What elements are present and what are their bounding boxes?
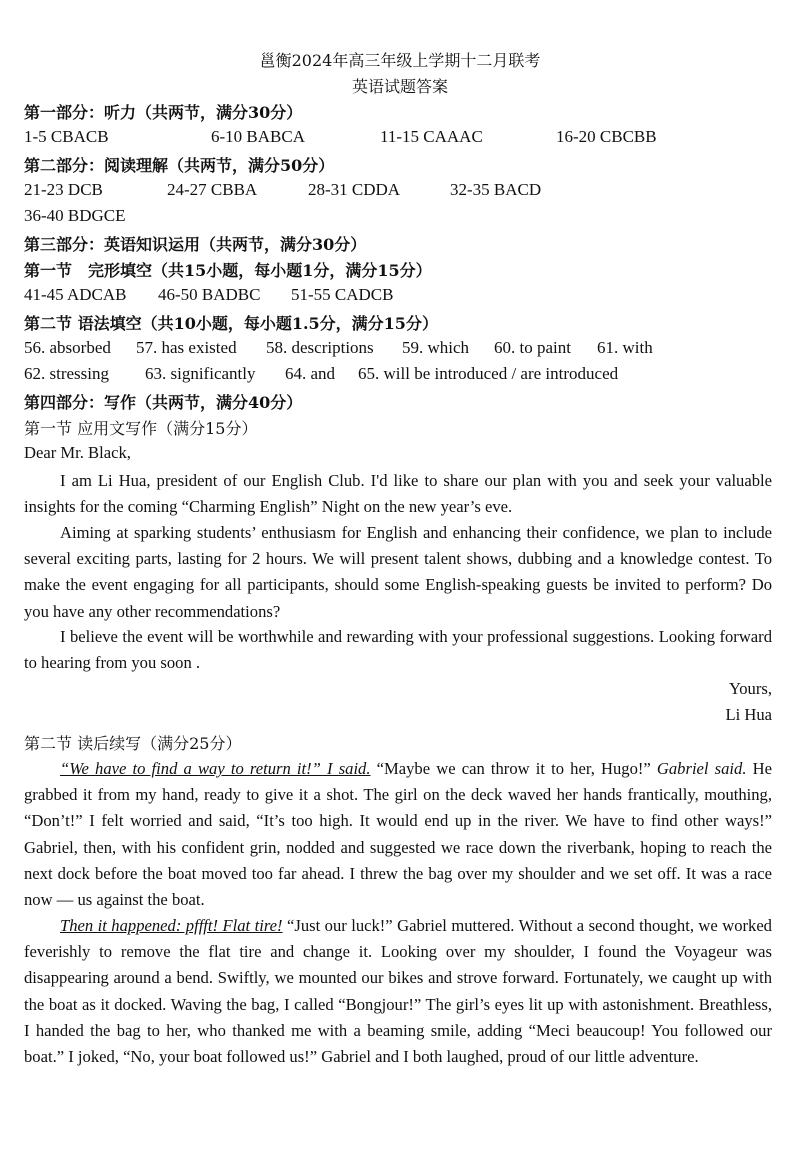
answer-group: 16-20 CBCBB — [556, 127, 657, 146]
part3-heading: 第三部分：英语知识运用（共两节，满分30分） — [24, 235, 367, 254]
grammar-heading: 第二节 语法填空（共10小题，每小题1.5分，满分15分） — [24, 314, 438, 333]
grammar-answer: 60. to paint — [494, 338, 571, 357]
story-paragraph — [24, 756, 772, 913]
grammar-answer: 64. and — [285, 364, 336, 383]
story-paragraph — [24, 913, 772, 1070]
grammar-answer: 57. has existed — [136, 338, 237, 357]
grammar-answer: 56. absorbed — [24, 338, 111, 357]
cloze-heading: 第一节 完形填空（共15小题，每小题1分，满分15分） — [24, 261, 432, 280]
letter-closing: Yours, — [728, 679, 772, 698]
letter-writing-heading: 第一节 应用文写作（满分15分） — [24, 419, 258, 438]
story-text: He grabbed it from my hand, ready to give it a shot. The girl on the deck waved her hands frantically, mouthing, “Don’t!” I felt worried and said, “It’s too high. It would end up in the river. We have to find other ways!” Gabriel, then, with his confident grin, nodded and suggested we race down the riverbank, hoping to reach the next dock before the boat moved too far ahead. I threw the bag over my shoulder and we set off. It was a race now — us against the boat. — [24, 759, 772, 910]
letter-paragraph: I believe the event will be worthwhile and rewarding with your professional suggestions. Looking forward to hearing from you soon . — [24, 627, 772, 673]
letter-salutation: Dear Mr. Black, — [24, 443, 131, 462]
answer-group: 11-15 CAAAC — [380, 127, 483, 146]
story-opening-sentence: Then it happened: pffft! Flat tire! — [60, 916, 283, 935]
page-subtitle: 英语试题答案 — [351, 77, 448, 96]
answer-group: 32-35 BACD — [450, 180, 542, 199]
story-opening-sentence: “We have to find a way to return it!” I said. — [60, 759, 371, 778]
part1-heading: 第一部分：听力（共两节，满分30分） — [24, 103, 303, 122]
part4-heading: 第四部分：写作（共两节，满分40分） — [24, 393, 303, 412]
page-title: 邕衡2024年高三年级上学期十二月联考 — [259, 51, 541, 70]
answer-group: 1-5 CBACB — [24, 127, 109, 146]
answer-group: 21-23 DCB — [24, 180, 103, 199]
answer-group: 6-10 BABCA — [211, 127, 305, 146]
continuation-writing-heading: 第二节 读后续写（满分25分） — [24, 734, 242, 753]
story-text: “Just our luck!” Gabriel muttered. Without a second thought, we worked feverishly to remove the flat tire and change it. Looking over my shoulder, I found the Voyageur was disappearing around a bend. Swiftly, we mounted our bikes and strove forward. Fortunately, we caught up with the boat as it docked. Waving the bag, I called “Bongjour!” The girl’s eyes lit up with astonishment. Breathless, I handed the bag to her, who thanked me with a beaming smile, adding “Meci beaucoup! You followed our boat.” I joked, “No, your boat followed us!” Gabriel and I both laughed, proud of our little adventure. — [24, 916, 772, 1067]
answer-group: 24-27 CBBA — [167, 180, 258, 199]
answer-group: 28-31 CDDA — [308, 180, 401, 199]
story-text: “Maybe we can throw it to her, Hugo!” — [370, 759, 657, 778]
letter-signature: Li Hua — [725, 705, 772, 724]
answer-group: 51-55 CADCB — [291, 285, 394, 304]
answer-group: 41-45 ADCAB — [24, 285, 127, 304]
story-text-italic: Gabriel said. — [656, 759, 747, 778]
grammar-answer: 62. stressing — [24, 364, 109, 383]
grammar-answer: 59. which — [402, 338, 470, 357]
letter-paragraph: Aiming at sparking students’ enthusiasm for English and enhancing their confidence, we plan to include several exciting parts, lasting for 2 hours. We will present talent shows, dubbing and a knowledge contest. To make the event engaging for all participants, should some English-speaking guests be invited to perform? Do you have any other recommendations? — [24, 523, 772, 621]
grammar-answer: 65. will be introduced / are introduced — [358, 364, 619, 383]
answer-group: 36-40 BDGCE — [24, 206, 126, 225]
answer-group: 46-50 BADBC — [158, 285, 261, 304]
grammar-answer: 63. significantly — [145, 364, 256, 383]
grammar-answer: 61. with — [597, 338, 653, 357]
letter-paragraph: I am Li Hua, president of our English Club. I'd like to share our plan with you and seek your valuable insights for the coming “Charming English” Night on the new year’s eve. — [24, 471, 772, 517]
grammar-answer: 58. descriptions — [266, 338, 374, 357]
part2-heading: 第二部分：阅读理解（共两节，满分50分） — [24, 156, 335, 175]
